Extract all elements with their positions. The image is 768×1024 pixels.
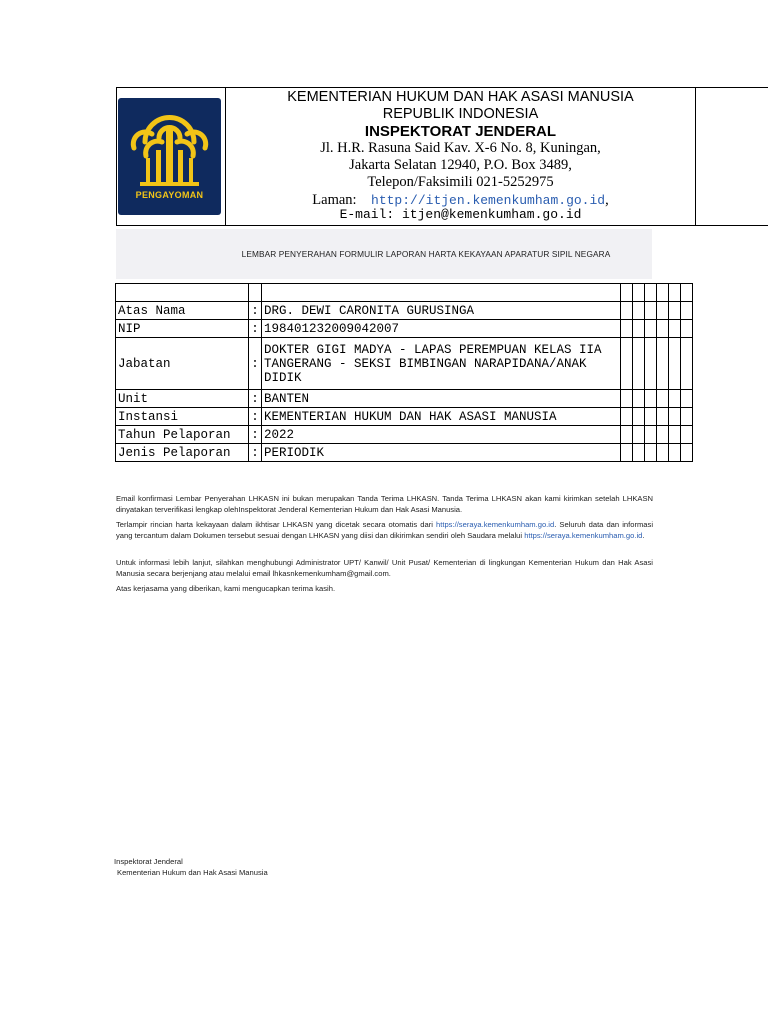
letterhead-divider bbox=[695, 87, 696, 226]
logo-text: PENGAYOMAN bbox=[135, 190, 204, 200]
seraya-link[interactable]: https://seraya.kemenkumham.go.id bbox=[436, 520, 555, 529]
table-row bbox=[116, 302, 693, 320]
unit-name: INSPEKTORAT JENDERAL bbox=[364, 123, 557, 140]
republic-name: REPUBLIK INDONESIA bbox=[382, 106, 539, 122]
row-colon: : bbox=[249, 302, 262, 320]
website-suffix: , bbox=[605, 192, 609, 208]
paragraph-thanks: Atas kerjasama yang diberikan, kami mengucapkan terima kasih. bbox=[116, 584, 336, 593]
paragraph-confirmation: Email konfirmasi Lembar Penyerahan LHKASN ini bukan merupakan Tanda Terima LHKASN. Tanda Terima LHKASN akan kami kirimkan setelah LHKASN dinyatakan terverifikasi lengkap olehInspektorat Jenderal Kementerian Hukum dan Hak Asasi Manusia. bbox=[116, 494, 653, 514]
document-title: LEMBAR PENYERAHAN FORMULIR LAPORAN HARTA KEKAYAAN APARATUR SIPIL NEGARA bbox=[241, 249, 611, 259]
row-colon: : bbox=[249, 320, 262, 338]
website-link[interactable]: http://itjen.kemenkumham.go.id bbox=[371, 193, 606, 208]
paragraph-contact: Untuk informasi lebih lanjut, silahkan menghubungi Administrator UPT/ Kanwil/ Unit Pusat/ Kementerian di lingkungan Kementerian Hukum dan Hak Asasi Manusia secara berjenjang atau melalui email lhkasnkemenkumham@gmail.com. bbox=[116, 558, 653, 578]
row-value: KEMENTERIAN HUKUM DAN HAK ASASI MANUSIA bbox=[262, 408, 621, 426]
row-colon: : bbox=[249, 338, 262, 390]
table-row bbox=[116, 408, 693, 426]
table-row bbox=[116, 338, 693, 390]
row-colon: : bbox=[249, 390, 262, 408]
data-table bbox=[115, 283, 693, 462]
footer-unit: Inspektorat Jenderal bbox=[114, 857, 183, 866]
row-value: PERIODIK bbox=[262, 444, 621, 462]
address-line-2: Jakarta Selatan 12940, P.O. Box 3489, bbox=[349, 157, 572, 173]
row-label: Atas Nama bbox=[116, 302, 249, 320]
row-label: Unit bbox=[116, 390, 249, 408]
website-label: Laman: bbox=[312, 192, 357, 208]
seraya-link-2[interactable]: https://seraya.kemenkumham.go.id bbox=[524, 530, 643, 540]
row-label: Instansi bbox=[116, 408, 249, 426]
email-line: E-mail: itjen@kemenkumham.go.id bbox=[339, 207, 582, 222]
table-row bbox=[116, 390, 693, 408]
paragraph-attachment: Terlampir rincian harta kekayaan dalam ikhtisar LHKASN yang dicetak secara otomatis dari https://seraya.kemenkumham.go.id. Seluruh data dan informasi yang tercantum dalam Dokumen tersebut sesuai dengan LHKASN yang diisi dan dikirimkan sendiri oleh Saudara melalui https://seraya.kemenkumham.go.id. bbox=[116, 520, 654, 540]
ministry-name: KEMENTERIAN HUKUM DAN HAK ASASI MANUSIA bbox=[287, 89, 634, 105]
footer-ministry: Kementerian Hukum dan Hak Asasi Manusia bbox=[117, 868, 268, 877]
row-value: DRG. DEWI CARONITA GURUSINGA bbox=[262, 302, 621, 320]
pengayoman-logo bbox=[118, 98, 221, 215]
row-label: Jabatan bbox=[116, 338, 249, 390]
table-row bbox=[116, 320, 693, 338]
row-label: NIP bbox=[116, 320, 249, 338]
table-row bbox=[116, 444, 693, 462]
address-line-1: Jl. H.R. Rasuna Said Kav. X-6 No. 8, Kuningan, bbox=[320, 140, 601, 156]
table-row bbox=[116, 284, 693, 302]
row-value: DOKTER GIGI MADYA - LAPAS PEREMPUAN KELAS IIA TANGERANG - SEKSI BIMBINGAN NARAPIDANA/ANAK DIDIK bbox=[262, 338, 621, 390]
row-value: BANTEN bbox=[262, 390, 621, 408]
phone-line: Telepon/Faksimili 021-5252975 bbox=[367, 174, 554, 190]
table-row bbox=[116, 426, 693, 444]
row-colon: : bbox=[249, 408, 262, 426]
row-colon: : bbox=[249, 426, 262, 444]
row-value: 2022 bbox=[262, 426, 621, 444]
row-colon: : bbox=[249, 444, 262, 462]
row-value: 198401232009042007 bbox=[262, 320, 621, 338]
row-label: Jenis Pelaporan bbox=[116, 444, 249, 462]
row-label: Tahun Pelaporan bbox=[116, 426, 249, 444]
